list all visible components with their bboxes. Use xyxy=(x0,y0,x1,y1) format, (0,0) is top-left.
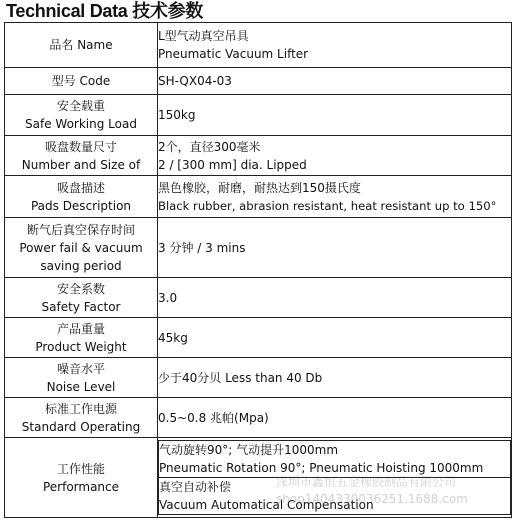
row-value-operating xyxy=(158,398,512,438)
label-line: Noise Level xyxy=(46,379,116,394)
label-line: Product Weight xyxy=(35,339,127,354)
row-value-performance xyxy=(158,438,512,518)
table-row xyxy=(5,95,512,136)
label-line: 吸盘描述 xyxy=(56,180,105,195)
row-label-saving xyxy=(5,218,158,278)
value-line: Black rubber, abrasion resistant, heat resistant up to 150° xyxy=(158,198,497,213)
label-line: 产品重量 xyxy=(56,321,105,336)
table-row xyxy=(5,438,512,518)
row-value-name xyxy=(158,23,512,68)
value-line: Pneumatic Vacuum Lifter xyxy=(158,47,309,61)
table-row xyxy=(5,318,512,358)
label-line: 噪音水平 xyxy=(56,361,105,376)
row-label-operating xyxy=(5,398,158,438)
spec-table xyxy=(4,22,512,518)
label-line: Standard Operating xyxy=(21,419,141,434)
label-line: 标准工作电源 xyxy=(44,401,117,416)
table-row xyxy=(5,68,512,95)
row-value-noise xyxy=(158,358,512,398)
value-line: SH-QX04-03 xyxy=(158,74,232,88)
label-line: Performance xyxy=(42,479,120,494)
label-line: 安全载重 xyxy=(56,99,105,113)
label-line: 吸盘数量尺寸 xyxy=(44,139,117,154)
label-line: 型号 Code xyxy=(51,74,111,88)
row-value-pads-size xyxy=(158,136,512,176)
row-label-load xyxy=(5,95,158,136)
value-line: 2 / [300 mm] dia. Lipped xyxy=(158,157,307,172)
value-line: 2个，直径300毫米 xyxy=(158,139,261,154)
row-value-safety xyxy=(158,278,512,318)
label-line: saving period xyxy=(40,258,122,273)
value-line: 少于40分贝 Less than 40 Db xyxy=(158,370,323,385)
table-row xyxy=(5,136,512,176)
label-line: 工作性能 xyxy=(56,461,105,476)
row-label-pads-desc xyxy=(5,176,158,218)
value-line: L型气动真空吊具 xyxy=(158,29,249,43)
table-row xyxy=(5,358,512,398)
watermark-company: 深圳市鑫恒五金橡胶制品有限公司 xyxy=(276,475,457,489)
label-line: 断气后真空保存时间 xyxy=(26,222,135,237)
row-label-name xyxy=(5,23,158,68)
label-line: Pads Description xyxy=(30,198,132,213)
row-label-pads-size xyxy=(5,136,158,176)
performance-subtable xyxy=(158,440,511,515)
performance-subcell xyxy=(159,478,511,515)
value-line: 黑色橡胶，耐磨，耐热达到150摄氏度 xyxy=(158,180,361,195)
row-value-code xyxy=(158,68,512,95)
value-line: 3 分钟 / 3 mins xyxy=(158,240,246,255)
row-value-load xyxy=(158,95,512,136)
label-line: Safety Factor xyxy=(41,299,121,314)
table-row xyxy=(5,398,512,438)
label-line: Number and Size of xyxy=(21,157,141,172)
table-row xyxy=(5,176,512,218)
row-label-noise xyxy=(5,358,158,398)
table-row xyxy=(5,278,512,318)
table-row xyxy=(5,23,512,68)
row-label-code xyxy=(5,68,158,95)
value-line: 3.0 xyxy=(158,290,178,305)
page-title: Technical Data 技术参数 xyxy=(6,1,204,21)
value-line: 0.5~0.8 兆帕(Mpa) xyxy=(158,410,269,425)
row-value-weight xyxy=(158,318,512,358)
value-line: Pneumatic Rotation 90°; Pneumatic Hoisting 1000mm xyxy=(159,461,484,475)
label-line: Power fail & vacuum xyxy=(19,240,143,255)
value-line: 气动旋转90°; 气动提升1000mm xyxy=(159,443,339,457)
row-label-performance xyxy=(5,438,158,518)
row-label-safety xyxy=(5,278,158,318)
label-line: 品名 Name xyxy=(49,38,113,52)
watermark-url: shop1404330036251.1688.com xyxy=(276,492,468,506)
row-value-saving xyxy=(158,218,512,278)
table-row xyxy=(5,218,512,278)
performance-subrow xyxy=(159,441,511,478)
label-line: Safe Working Load xyxy=(25,117,137,131)
label-line: 安全系数 xyxy=(56,281,105,296)
value-line: 150kg xyxy=(158,108,196,122)
row-value-pads-desc xyxy=(158,176,512,218)
value-line: Vacuum Automatical Compensation xyxy=(159,498,374,512)
value-line: 真空自动补偿 xyxy=(159,480,232,494)
row-label-weight xyxy=(5,318,158,358)
performance-subrow xyxy=(159,478,511,515)
value-line: 45kg xyxy=(158,330,188,345)
performance-subcell xyxy=(159,441,511,478)
